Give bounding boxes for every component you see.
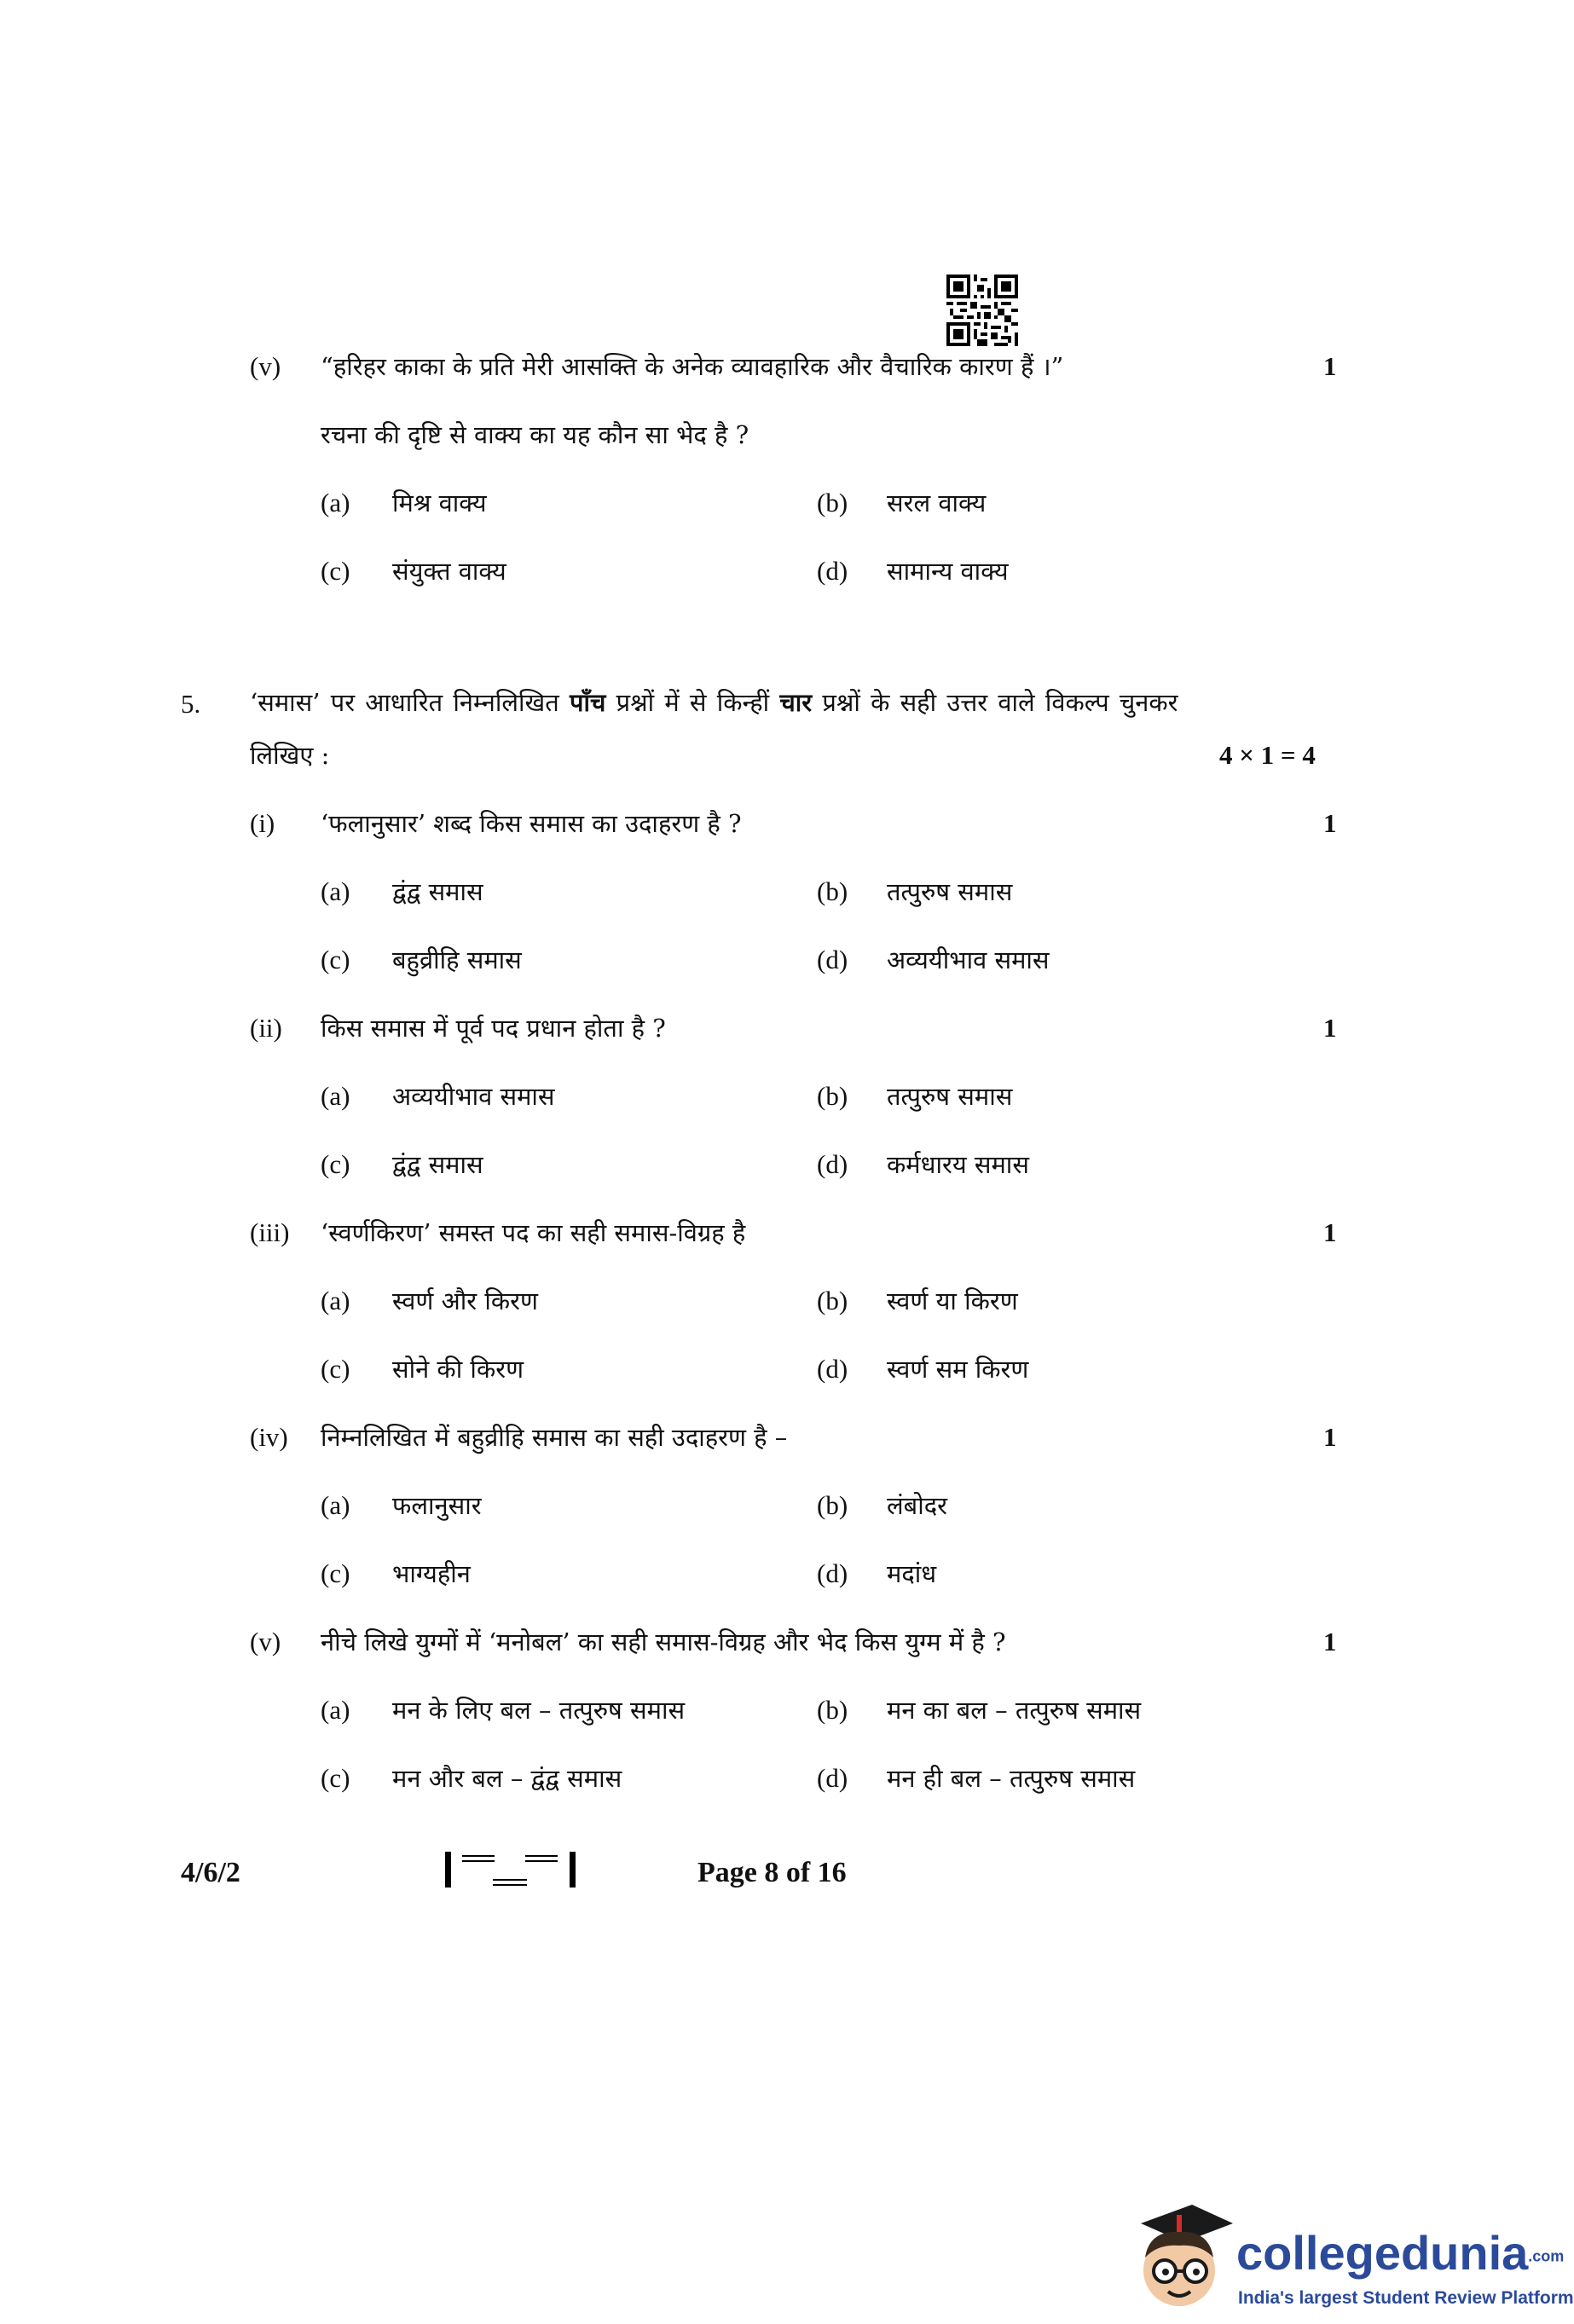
subquestion-number: (v) — [250, 1627, 281, 1656]
question-subtext: रचना की दृष्टि से वाक्य का यह कौन सा भेद है ? — [321, 420, 749, 449]
option-label: (a) — [321, 1490, 350, 1520]
option-label: (b) — [817, 1286, 848, 1315]
option-label: (c) — [321, 945, 350, 974]
option-label: (d) — [817, 556, 848, 586]
option-label: (b) — [817, 1490, 848, 1520]
intro-text: प्रश्नों के सही उत्तर वाले विकल्प चुनकर — [812, 688, 1178, 717]
question-text: “हरिहर काका के प्रति मेरी आसक्ति के अनेक व्यावहारिक और वैचारिक कारण हैं ।” — [321, 352, 1064, 381]
brand-text: collegedunia — [1236, 2226, 1529, 2280]
intro-bold-four: चार — [779, 688, 813, 717]
option-label: (d) — [817, 945, 848, 974]
option-label: (a) — [321, 1695, 350, 1725]
option-text: मन ही बल – तत्पुरुष समास — [887, 1764, 1136, 1793]
subquestion-text: नीचे लिखे युग्मों में ‘मनोबल’ का सही समास-विग्रह और भेद किस युग्म में है ? — [321, 1627, 1006, 1656]
option-label: (a) — [321, 876, 350, 906]
option-text: संयुक्त वाक्य — [392, 557, 506, 586]
subquestion-marks: 1 — [1323, 1217, 1337, 1247]
option-label: (d) — [817, 1558, 848, 1588]
option-text: मदांध — [887, 1559, 937, 1588]
option-label: (d) — [817, 1354, 848, 1384]
subquestion-number: (ii) — [250, 1013, 282, 1043]
option-text: द्वंद्व समास — [392, 1150, 483, 1179]
option-text: द्वंद्व समास — [392, 877, 483, 906]
page-number: Page 8 of 16 — [697, 1857, 847, 1888]
subquestion-text: निम्नलिखित में बहुव्रीहि समास का सही उदाहरण है – — [321, 1423, 788, 1452]
subquestion-number: (iv) — [250, 1422, 288, 1452]
option-label: (a) — [321, 1286, 350, 1315]
option-text: मन के लिए बल – तत्पुरुष समास — [392, 1696, 686, 1725]
option-text: स्वर्ण या किरण — [887, 1286, 1018, 1315]
option-text: भाग्यहीन — [392, 1559, 471, 1588]
option-text: मन का बल – तत्पुरुष समास — [887, 1696, 1142, 1725]
option-text: मिश्र वाक्य — [392, 489, 487, 517]
subquestion-marks: 1 — [1323, 1627, 1337, 1656]
option-label: (c) — [321, 1558, 350, 1588]
option-label: (c) — [321, 1354, 350, 1384]
option-label: (b) — [817, 488, 848, 517]
option-label: (b) — [817, 876, 848, 906]
option-text: अव्ययीभाव समास — [392, 1082, 555, 1111]
option-text: अव्ययीभाव समास — [887, 945, 1050, 974]
question-number: (v) — [250, 351, 281, 381]
question-intro — [250, 685, 1178, 720]
mascot-icon — [1124, 2189, 1235, 2317]
option-text: फलानुसार — [392, 1491, 482, 1520]
footer-barcode-mark — [443, 1848, 580, 1891]
option-text: सरल वाक्य — [887, 489, 987, 517]
option-text: तत्पुरुष समास — [887, 1082, 1013, 1111]
option-text: सामान्य वाक्य — [887, 557, 1009, 586]
question-number: 5. — [181, 689, 201, 719]
paper-code: 4/6/2 — [181, 1857, 240, 1888]
subquestion-marks: 1 — [1323, 1422, 1337, 1452]
question-intro-line2: लिखिए : — [250, 741, 330, 770]
option-text: सोने की किरण — [392, 1355, 524, 1384]
option-label: (b) — [817, 1695, 848, 1725]
option-label: (a) — [321, 1081, 350, 1111]
option-label: (d) — [817, 1763, 848, 1793]
marks-scheme: 4 × 1 = 4 — [1219, 740, 1316, 770]
subquestion-number: (iii) — [250, 1217, 290, 1247]
intro-bold-five: पाँच — [570, 688, 606, 717]
option-text: मन और बल – द्वंद्व समास — [392, 1764, 622, 1793]
option-label: (d) — [817, 1149, 848, 1179]
brand-tagline: India's largest Student Review Platform — [1238, 2288, 1574, 2308]
option-text: लंबोदर — [887, 1491, 947, 1520]
subquestion-text: ‘फलानुसार’ शब्द किस समास का उदाहरण है ? — [321, 809, 742, 838]
brand-domain: .com — [1528, 2247, 1565, 2265]
option-label: (c) — [321, 1149, 350, 1179]
question-marks: 1 — [1323, 351, 1337, 381]
brand-name — [1236, 2225, 1564, 2281]
subquestion-number: (i) — [250, 808, 275, 838]
intro-text: ‘समास’ पर आधारित निम्नलिखित — [250, 688, 570, 717]
option-text: स्वर्ण और किरण — [392, 1286, 538, 1315]
option-label: (a) — [321, 488, 350, 517]
option-label: (b) — [817, 1081, 848, 1111]
intro-text: प्रश्नों में से किन्हीं — [605, 688, 780, 717]
option-label: (c) — [321, 1763, 350, 1793]
option-label: (c) — [321, 556, 350, 586]
subquestion-marks: 1 — [1323, 808, 1337, 838]
option-text: तत्पुरुष समास — [887, 877, 1013, 906]
qr-code — [946, 275, 1018, 346]
subquestion-marks: 1 — [1323, 1013, 1337, 1043]
subquestion-text: किस समास में पूर्व पद प्रधान होता है ? — [321, 1014, 666, 1043]
option-text: बहुव्रीहि समास — [392, 945, 522, 974]
subquestion-text: ‘स्वर्णकिरण’ समस्त पद का सही समास-विग्रह है — [321, 1218, 746, 1247]
option-text: स्वर्ण सम किरण — [887, 1355, 1029, 1384]
option-text: कर्मधारय समास — [887, 1150, 1029, 1179]
